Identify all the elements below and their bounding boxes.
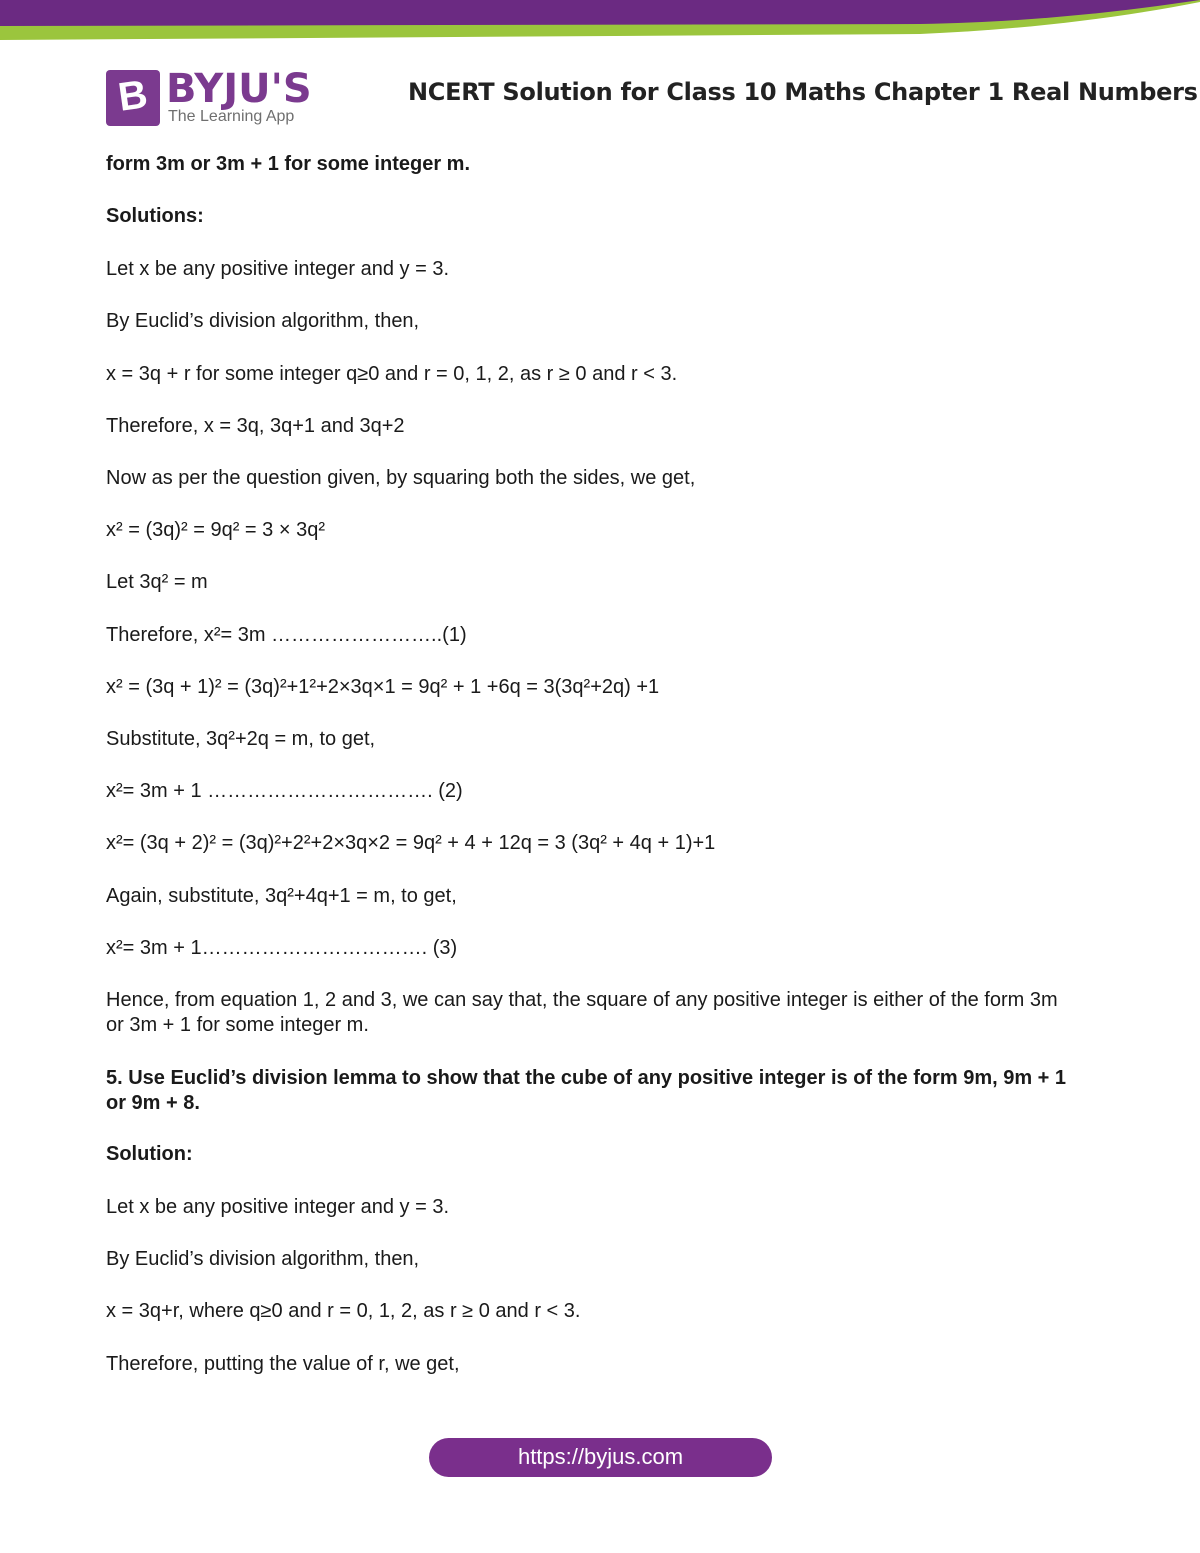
- step-line: Again, substitute, 3q²+4q+1 = m, to get,: [106, 885, 457, 907]
- step-line: Let x be any positive integer and y = 3.: [106, 258, 449, 280]
- equation-line: Therefore, x²= 3m ……………………..(1): [106, 624, 467, 646]
- question-5: 5. Use Euclid’s division lemma to show that the cube of any positive integer is of the form 9m, 9m + 1 or 9m + 8.: [106, 1067, 1067, 1114]
- step-line: By Euclid’s division algorithm, then,: [106, 310, 420, 332]
- footer-url-link[interactable]: https://byjus.com: [429, 1438, 772, 1477]
- equation-line: x²= (3q + 2)² = (3q)²+2²+2×3q×2 = 9q² + 4 + 12q = 3 (3q² + 4q + 1)+1: [106, 832, 716, 854]
- equation-line: Let 3q² = m: [106, 571, 208, 593]
- brand-tagline: The Learning App: [168, 108, 295, 125]
- step-line: By Euclid’s division algorithm, then,: [106, 1248, 420, 1270]
- solution-heading: Solution:: [106, 1143, 193, 1165]
- logo-mark: [106, 70, 160, 126]
- equation-line: x² = (3q + 1)² = (3q)²+1²+2×3q×1 = 9q² + 1 +6q = 3(3q²+2q) +1: [106, 676, 660, 698]
- header-band: [0, 0, 1200, 42]
- equation-line: x²= 3m + 1 ……………………………. (2): [106, 780, 463, 802]
- step-line: x = 3q+r, where q≥0 and r = 0, 1, 2, as r ≥ 0 and r < 3.: [106, 1300, 581, 1322]
- step-line: Therefore, putting the value of r, we get,: [106, 1353, 460, 1375]
- step-line: Let x be any positive integer and y = 3.: [106, 1196, 449, 1218]
- brand-name: BYJU'S: [166, 66, 312, 112]
- question-continuation: form 3m or 3m + 1 for some integer m.: [106, 153, 470, 175]
- solutions-heading: Solutions:: [106, 205, 204, 227]
- step-line: x = 3q + r for some integer q≥0 and r = 0, 1, 2, as r ≥ 0 and r < 3.: [106, 363, 678, 385]
- equation-line: x² = (3q)² = 9q² = 3 × 3q²: [106, 519, 325, 541]
- logo-letter: B: [115, 72, 151, 120]
- step-line: Now as per the question given, by squaring both the sides, we get,: [106, 467, 696, 489]
- byjus-logo: [106, 66, 316, 130]
- conclusion-paragraph: Hence, from equation 1, 2 and 3, we can say that, the square of any positive integer is either of the form 3m or 3m + 1 for some integer m.: [106, 989, 1058, 1036]
- step-line: Substitute, 3q²+2q = m, to get,: [106, 728, 376, 750]
- step-line: Therefore, x = 3q, 3q+1 and 3q+2: [106, 415, 405, 437]
- document-title: NCERT Solution for Class 10 Maths Chapter 1 Real Numbers: [408, 78, 1198, 106]
- equation-line: x²= 3m + 1……………………………. (3): [106, 937, 458, 959]
